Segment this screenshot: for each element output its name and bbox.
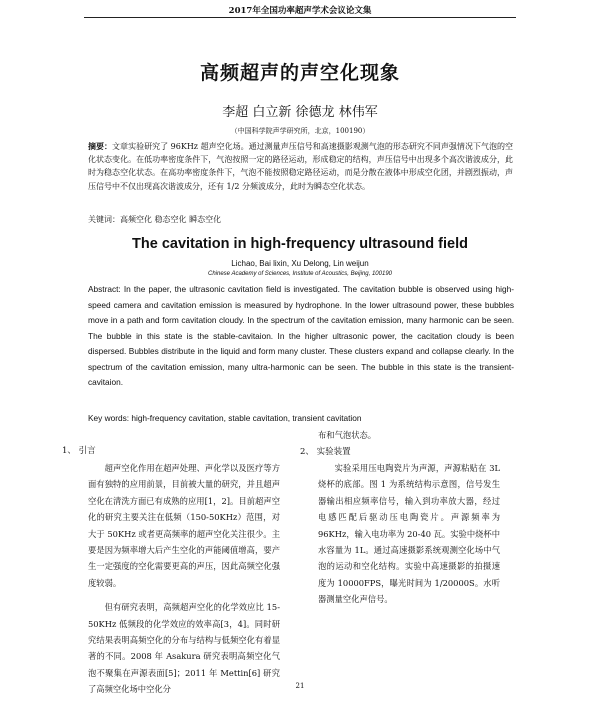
abstract-cn-label: 摘要： — [88, 141, 113, 151]
abstract-cn — [88, 140, 513, 193]
section-title-intro: 1、 引言 — [62, 446, 96, 456]
setup-paragraph-1: 实验采用压电陶瓷片为声源，声源粘贴在 3L 烧杯的底部。图 1 为系统结构示意图，信号发生器输出相应频率信号，输入到功率放大器，经过电感匹配后驱动压电陶瓷片。声源频率为 96KHz，输入电功率为 20-40 瓦。实验中烧杯中水容量为 1L。通过高速摄影系统观测空化场中气泡的运动和空化结构。实验中高速摄影的拍摄速度为 10000FPS，曝光时间为 1/20000S。水听器测量空化声信号。 — [318, 463, 501, 605]
abstract-en — [88, 282, 514, 391]
intro-paragraph-1: 超声空化作用在超声处理、声化学以及医疗等方面有独特的应用前景，目前被大量的研究，并且超声空化在清洗方面已有成熟的应用[1，2]。目前超声空化的研究主要关注在低频（150-50KHz）范围，对大于 50KHz 或者更高频率的超声空化关注很少。主要是因为频率增大后产生空化的声能阈值增高，要产生一定强度的空化需要更高的声压，因此高频空化强度较弱。 — [88, 463, 280, 588]
page-number: 21 — [295, 682, 305, 690]
section-title-setup: 2、 实验装置 — [300, 447, 351, 457]
keywords-cn-text: 高频空化 稳态空化 瞬态空化 — [120, 215, 222, 224]
keywords-cn-label: 关键词： — [88, 215, 120, 224]
running-header: 2017年全国功率超声学术会议论文集 — [228, 6, 372, 16]
right-column — [318, 460, 500, 608]
paper-title-en: The cavitation in high-frequency ultrasound field — [132, 236, 468, 252]
header-rule — [84, 17, 516, 18]
affiliation-cn: （中国科学院声学研究所，北京，100190） — [230, 127, 370, 135]
left-column — [88, 460, 280, 698]
keywords-cn — [88, 214, 513, 225]
right-carry-text: 布和气泡状态。 — [318, 430, 377, 440]
keywords-en-text: high-frequency cavitation, stable cavitation, transient cavitation — [131, 413, 362, 423]
abstract-en-label: Abstract: — [88, 284, 121, 294]
right-column-carry — [318, 427, 498, 443]
keywords-en-label: Key words: — [88, 413, 130, 423]
affiliation-en: Chinese Academy of Sciences, Institute of Acoustics, Beijing, 100190 — [208, 271, 392, 277]
paper-title-cn: 高频超声的声空化现象 — [199, 62, 400, 84]
keywords-en — [88, 413, 514, 423]
abstract-en-text: In the paper, the ultrasonic cavitation field is investigated. The cavitation bubble is observed using high-speed camera and cavitation emission is measured by hydrophone. In the lower ultrasound power, these bubbles move in a path and form cavitation cloudy. In the spectrum of the cavitation emission, many harmonic can be seen. The bubble in this state is the stable-cavitaion. In the higher ultrasonic power, the cacitation cloudy is been dispersed. Bubbles distribute in the liquid and form many cluster. These clusters expand and collapse clearly. In the spectrum of the cavitation emission, many ultra-harmonic can be seen. The bubble in this state is the transient-cavitaion. — [88, 284, 514, 387]
abstract-cn-text: 文章实验研究了 96KHz 超声空化场。通过测量声压信号和高速摄影观测气泡的形态研究不同声强情况下气泡的空化状态变化。在低功率密度条件下，气泡按照一定的路径运动，形成稳定的结构，声压信号中出现多个高次谐波成分，此时为稳态空化状态。在高功率密度条件下，气泡不能按照稳定路径运动，而是分散在液体中形成空化团，并剧烈振动，声压信号中不仅出现高次谐波成分，还有 1/2 分频波成分，此时为瞬态空化状态。 — [88, 142, 514, 191]
authors-cn: 李超 白立新 徐德龙 林伟军 — [222, 105, 378, 120]
intro-paragraph-2: 但有研究表明，高频超声空化的化学效应比 15-50KHz 低频段的化学效应的效率高[3，4]。同时研究结果表明高频空化的分布与结构与低频空化有着显著的不同。2008 年 Asakura 研究表明高频空化气泡不聚集在声源表面[5]；2011 年 Mettin[6] 研究了高频空化场中空化分 — [88, 602, 280, 695]
authors-en: Lichao, Bai lixin, Xu Delong, Lin weijun — [231, 259, 369, 268]
